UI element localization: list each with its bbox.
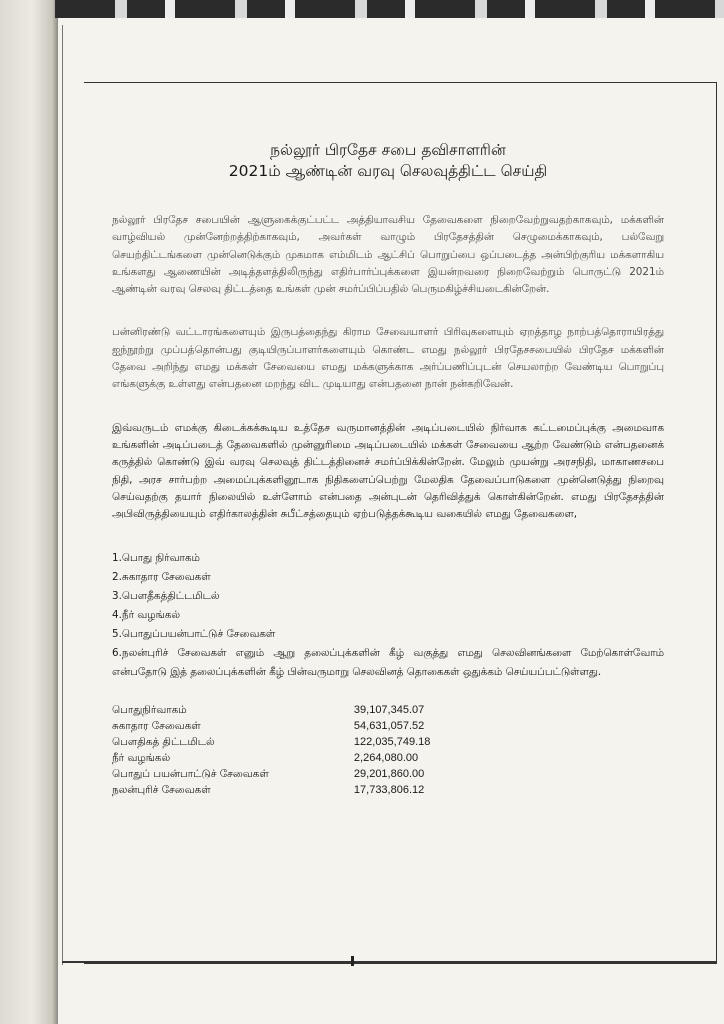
table-row (112, 768, 472, 784)
list-item: 2.சுகாதார சேவைகள் (112, 571, 211, 584)
budget-amount: 122,035,749.18 (353, 736, 431, 749)
paragraph-budget-intent: இவ்வருடம் எமக்கு கிடைக்கக்கூடிய உத்தேச வருமானத்தின் அடிப்படையில் நிர்வாக கட்டமைப்புக்கு அமைவாக உங்களின் அடிப்படைத் தேவைகளில் முன்னுரிமை அடிப்படையில் மக்கள் சேவையை ஆற்ற வேண்டும் என்பதனைக் கருத்தில் கொண்டு இவ் வரவு செலவுத் திட்டத்தினைச் சமர்ப்பிக்கின்றேன். மேலும் முயன்று அரசநிதி, மாகாணசபை நிதி, அரச சார்பற்ற அமைப்புக்களினூடாக நிதிகளைப்பெற்று மேலதிக தேவைப்பாடுகளை முன்னெடுத்து நிறைவு செய்வதற்கு தயார் நிலையில் உள்ளோம் என்பதை அன்புடன் தெரிவித்துக் கொள்கின்றேன். எமது பிரதேசத்தின் அபிவிருத்தியையும் எதிர்காலத்தின் சுபீட்சத்தையும் ஏற்படுத்தக்கூடிய வகையில் எமது தேவைகளை, (112, 421, 664, 521)
page-marker (351, 956, 354, 966)
paragraph-intro: நல்லூர் பிரதேச சபையின் ஆளுகைக்குட்பட்ட அத்தியாவசிய தேவைகளை நிறைவேற்றுவதற்காகவும், மக்களின் வாழ்வியல் முன்னேற்றத்திற்காகவும், அவர்கள் வாழும் பிரதேசத்தின் செழுமைக்காகவும், பல்வேறு செயற்திட்டங்களை முன்னெடுக்கும் முகமாக எம்மிடம் ஆட்சிப் பொறுப்பை ஒப்படைத்த அன்பிற்குரிய மக்களாகிய உங்களது ஆணையின் அடித்தளத்திலிருந்து எதிர்பார்ப்புக்களை இயன்றவரை நிறைவேற்றும் பொருட்டு 2021ம் ஆண்டின் வரவு செலவு திட்டத்தை உங்கள் முன் சமர்ப்பிப்பதில் பெருமகிழ்ச்சியடைகின்றேன். (112, 214, 664, 296)
title-line-2: 2021ம் ஆண்டின் வரவு செலவுத்திட்ட செய்தி (228, 162, 548, 180)
paragraph-community: பன்னிரண்டு வட்டாரங்களையும் இருபத்தைந்து கிராம சேவையாளர் பிரிவுகளையும் ஏறத்தாழ நாற்பத்தொராயிரத்து ஐந்நூற்று முப்பத்தொன்பது குடியிருப்பாளர்களையும் கொண்ட எமது நல்லூர் பிரதேசசபையில் பிரதேச மக்களின் தேவை அறிந்து எமது மக்கள் சேவையை எமது மக்களுக்காக அர்ப்பணிப்புடன் செயலாற்ற வேண்டிய பொறுப்பு எங்களுக்கு உள்ளது என்பதனை மறந்து விட முடியாது என்பதனை நான் நன்கறிவேன். (112, 326, 664, 391)
list-item: 4.நீர் வழங்கல் (112, 609, 180, 622)
document-body (112, 140, 664, 800)
table-row (112, 752, 472, 768)
budget-amount: 2,264,080.00 (353, 752, 419, 765)
budget-label: நலன்புரிச் சேவைகள் (112, 784, 211, 797)
budget-label: சுகாதார சேவைகள் (112, 720, 201, 733)
budget-amount: 29,201,860.00 (353, 768, 425, 781)
table-row (112, 720, 472, 736)
budget-label: நீர் வழங்கல் (112, 752, 171, 765)
service-list (112, 549, 664, 644)
budget-amount: 54,631,057.52 (353, 720, 425, 733)
list-item: 5.பொதுப்பயன்பாட்டுச் சேவைகள் (112, 628, 276, 641)
page-bottom-rule (62, 961, 716, 963)
list-item: 1.பொது நிர்வாகம் (112, 552, 200, 565)
title-line-1: நல்லூர் பிரதேச சபை தவிசாளரின் (270, 141, 506, 159)
budget-amount: 17,733,806.12 (353, 784, 425, 797)
book-binding (0, 0, 58, 1024)
document-title (112, 140, 664, 182)
page-fold-line (62, 25, 63, 965)
list-item: 3.பௌதீகத்திட்டமிடல் (112, 590, 220, 603)
budget-amount: 39,107,345.07 (353, 704, 425, 717)
table-row (112, 784, 472, 800)
budget-table (112, 704, 472, 800)
list-tail-paragraph: 6.நலன்புரிச் சேவைகள் எனும் ஆறு தலைப்புக்களின் கீழ் வகுத்து எமது செலவினங்களை மேற்கொள்வோம் என்பதோடு இத் தலைப்புக்களின் கீழ் பின்வருமாறு செலவினத் தொகைகள் ஒதுக்கம் செய்யப்பட்டுள்ளது. (112, 647, 664, 679)
budget-label: பொதுநிர்வாகம் (112, 704, 187, 717)
table-row (112, 704, 472, 720)
scan-edge (55, 0, 724, 18)
table-row (112, 736, 472, 752)
budget-label: பௌதிகத் திட்டமிடல் (112, 736, 215, 749)
budget-label: பொதுப் பயன்பாட்டுச் சேவைகள் (112, 768, 269, 781)
